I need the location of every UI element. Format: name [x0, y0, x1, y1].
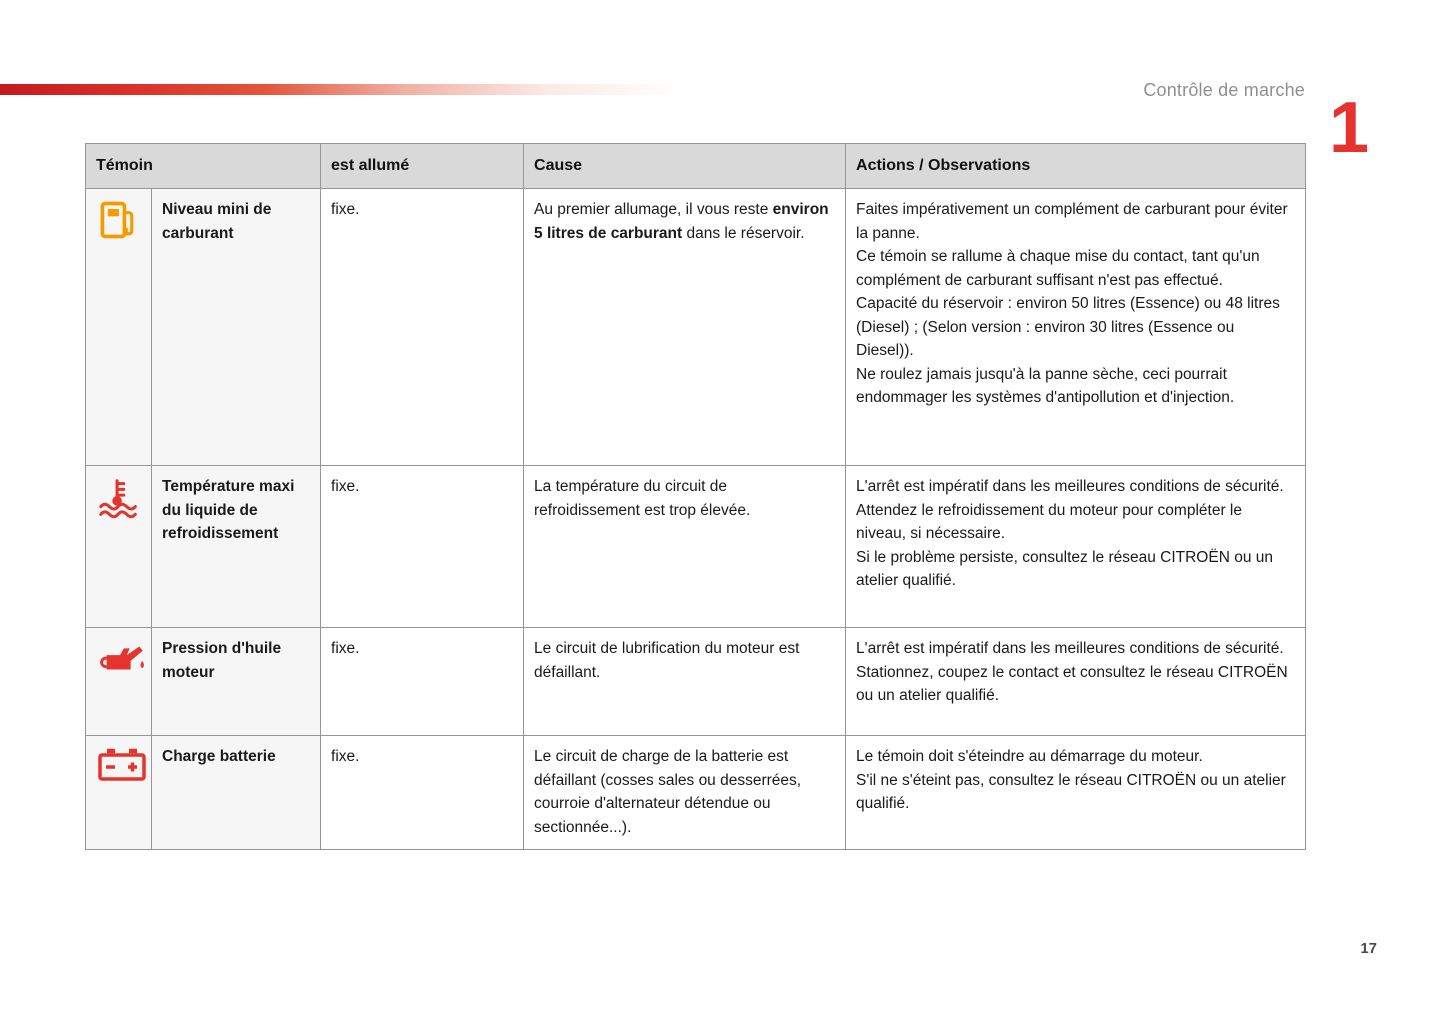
cause-text: La température du circuit de refroidissement est trop élevée. — [524, 466, 846, 628]
actions-text — [846, 466, 1306, 628]
cause-text: Le circuit de charge de la batterie est défaillant (cosses sales ou desserrées, courroie d'alternateur détendue ou sectionnée...). — [524, 736, 846, 850]
warning-icon-cell — [86, 628, 152, 736]
warning-label: Niveau mini de carburant — [152, 189, 321, 466]
actions-text — [846, 628, 1306, 736]
page-number: 17 — [1360, 940, 1377, 957]
table-row-oil-pressure — [86, 628, 1306, 736]
cause-text — [524, 189, 846, 466]
section-header-title: Contrôle de marche — [1143, 80, 1305, 100]
state-value: fixe. — [321, 466, 524, 628]
fuel-pump-icon — [96, 198, 140, 242]
col-header-est-allume: est allumé — [321, 144, 524, 189]
state-value: fixe. — [321, 189, 524, 466]
action-line: L'arrêt est impératif dans les meilleures conditions de sécurité. — [856, 478, 1284, 495]
action-line: Ce témoin se rallume à chaque mise du contact, tant qu'un complément de carburant suffisant n'est pas effectué. — [856, 248, 1260, 289]
table-row-coolant-temperature — [86, 466, 1306, 628]
table-row-battery-charge — [86, 736, 1306, 850]
cause-text-prefix: Au premier allumage, il vous reste — [534, 201, 773, 218]
action-line: Si le problème persiste, consultez le réseau CITROËN ou un atelier qualifié. — [856, 548, 1273, 590]
cause-text-bold: environ 5 litres de carburant — [534, 201, 829, 242]
actions-text — [846, 736, 1306, 850]
warning-lights-table — [85, 143, 1306, 850]
action-line: S'il ne s'éteint pas, consultez le réseau CITROËN ou un atelier qualifié. — [856, 771, 1286, 813]
warning-label: Charge batterie — [152, 736, 321, 850]
action-line: L'arrêt est impératif dans les meilleures conditions de sécurité. — [856, 640, 1284, 657]
oil-pressure-icon — [96, 637, 148, 679]
chapter-number: 1 — [1328, 88, 1369, 168]
action-line: Attendez le refroidissement du moteur pour compléter le niveau, si nécessaire. — [856, 501, 1242, 543]
table-row-fuel-level — [86, 189, 1306, 466]
state-value: fixe. — [321, 736, 524, 850]
col-header-temoin: Témoin — [86, 144, 321, 189]
warning-icon-cell — [86, 189, 152, 466]
action-line: Faites impérativement un complément de carburant pour éviter la panne. — [856, 201, 1288, 242]
warning-icon-cell — [86, 736, 152, 850]
coolant-temperature-icon — [96, 475, 142, 521]
cause-text-suffix: dans le réservoir. — [682, 224, 805, 242]
col-header-actions: Actions / Observations — [846, 144, 1306, 189]
action-line: Ne roulez jamais jusqu'à la panne sèche, ceci pourrait endommager les systèmes d'antipollution et d'injection. — [856, 365, 1235, 407]
cause-text: Le circuit de lubrification du moteur est défaillant. — [524, 628, 846, 736]
warning-label: Pression d'huile moteur — [152, 628, 321, 736]
top-red-gradient-bar — [0, 84, 695, 95]
actions-text — [846, 189, 1306, 466]
table-header-row — [86, 144, 1306, 189]
col-header-cause: Cause — [524, 144, 846, 189]
action-line: Capacité du réservoir : environ 50 litres (Essence) ou 48 litres (Diesel) ; (Selon version : environ 30 litres (Essence ou Diesel)). — [856, 295, 1280, 360]
battery-charge-icon — [96, 745, 148, 785]
action-line: Stationnez, coupez le contact et consultez le réseau CITROËN ou un atelier qualifié. — [856, 663, 1288, 705]
warning-icon-cell — [86, 466, 152, 628]
warning-label: Température maxi du liquide de refroidissement — [152, 466, 321, 628]
state-value: fixe. — [321, 628, 524, 736]
action-line: Le témoin doit s'éteindre au démarrage du moteur. — [856, 748, 1203, 765]
